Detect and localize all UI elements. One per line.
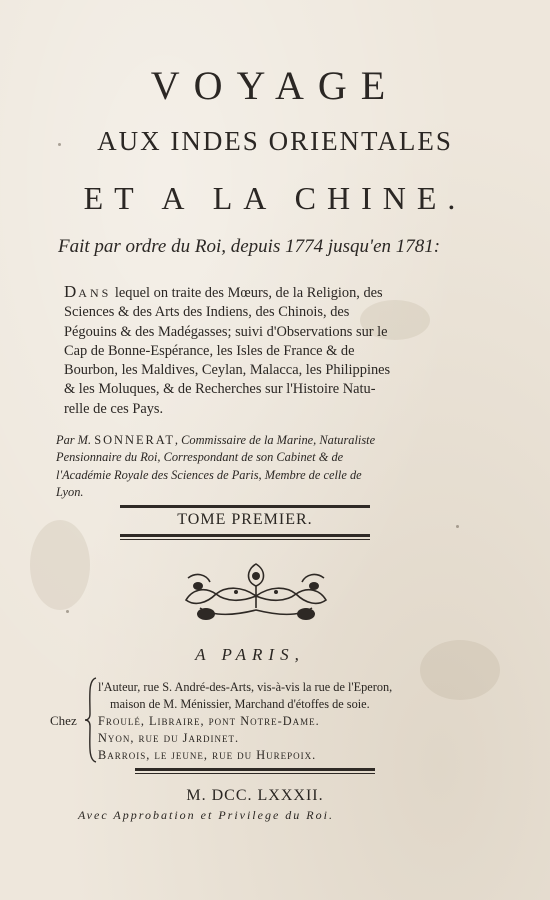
rule-top xyxy=(120,505,370,508)
description-line: Pégouins & des Madégasses; suivi d'Observations sur le xyxy=(64,323,388,340)
description-line: Sciences & des Arts des Indiens, des Chinois, des xyxy=(64,304,350,321)
author-name: SONNERAT xyxy=(94,433,175,447)
bookseller-line: l'Auteur, rue S. André-des-Arts, vis-à-vis la rue de l'Eperon, xyxy=(98,680,393,694)
rule-bottom-thin xyxy=(120,539,370,540)
author-credit xyxy=(56,432,456,501)
description-paragraph xyxy=(64,282,454,419)
description-line: Bourbon, les Maldives, Ceylan, Malacca, les Philippines xyxy=(64,362,391,379)
author-line xyxy=(56,432,456,449)
ink-speck xyxy=(66,610,69,613)
booksellers-list xyxy=(98,679,468,764)
privilege-line: Avec Approbation et Privilege du Roi. xyxy=(78,808,334,822)
author-line: Lyon. xyxy=(56,484,84,499)
lead-word: ANS xyxy=(78,286,112,300)
tome-label: TOME PREMIER. xyxy=(177,511,313,528)
title-et-a-la-chine: ET A LA CHINE. xyxy=(83,180,467,216)
rule-imprint-thin xyxy=(135,773,375,774)
rule-imprint xyxy=(135,768,375,771)
author-line: Pensionnaire du Roi, Correspondant de son Cabinet & de xyxy=(56,450,344,465)
description-line: Cap de Bonne-Espérance, les Isles de France & de xyxy=(64,342,355,359)
chez-label: Chez xyxy=(50,713,77,728)
description-line xyxy=(64,282,454,303)
printers-ornament-icon xyxy=(176,556,336,626)
description-line: relle de ces Pays. xyxy=(64,400,164,417)
description-line: & les Moluques, & de Recherches sur l'Histoire Natu- xyxy=(64,381,376,398)
author-line-text: , Commissaire de la Marine, Naturaliste xyxy=(174,433,376,447)
author-prefix: Par M. xyxy=(56,433,95,447)
rule-bottom xyxy=(120,534,370,537)
drop-cap: D xyxy=(64,282,79,301)
title-aux-indes-orientales: AUX INDES ORIENTALES xyxy=(97,126,453,156)
author-line: l'Académie Royale des Sciences de Paris, Membre de celle de xyxy=(56,467,362,482)
imprint-place: A PARIS, xyxy=(195,645,305,664)
brace-icon xyxy=(84,676,98,764)
imprint-date: M. DCC. LXXXII. xyxy=(186,787,324,804)
bookseller-line: Barrois, le jeune, rue du Hurepoix. xyxy=(98,748,317,762)
bookseller-line: Froulé, Libraire, pont Notre-Dame. xyxy=(98,714,320,728)
foxing-stain xyxy=(30,520,90,610)
subtitle: Fait par ordre du Roi, depuis 1774 jusqu'en 1781: xyxy=(58,236,441,257)
title-voyage: VOYAGE xyxy=(150,63,400,108)
bookseller-line: maison de M. Ménissier, Marchand d'étoffes de soie. xyxy=(110,697,370,711)
bookseller-line: Nyon, rue du Jardinet. xyxy=(98,731,240,745)
description-line-text: lequel on traite des Mœurs, de la Religion, des xyxy=(111,285,383,301)
